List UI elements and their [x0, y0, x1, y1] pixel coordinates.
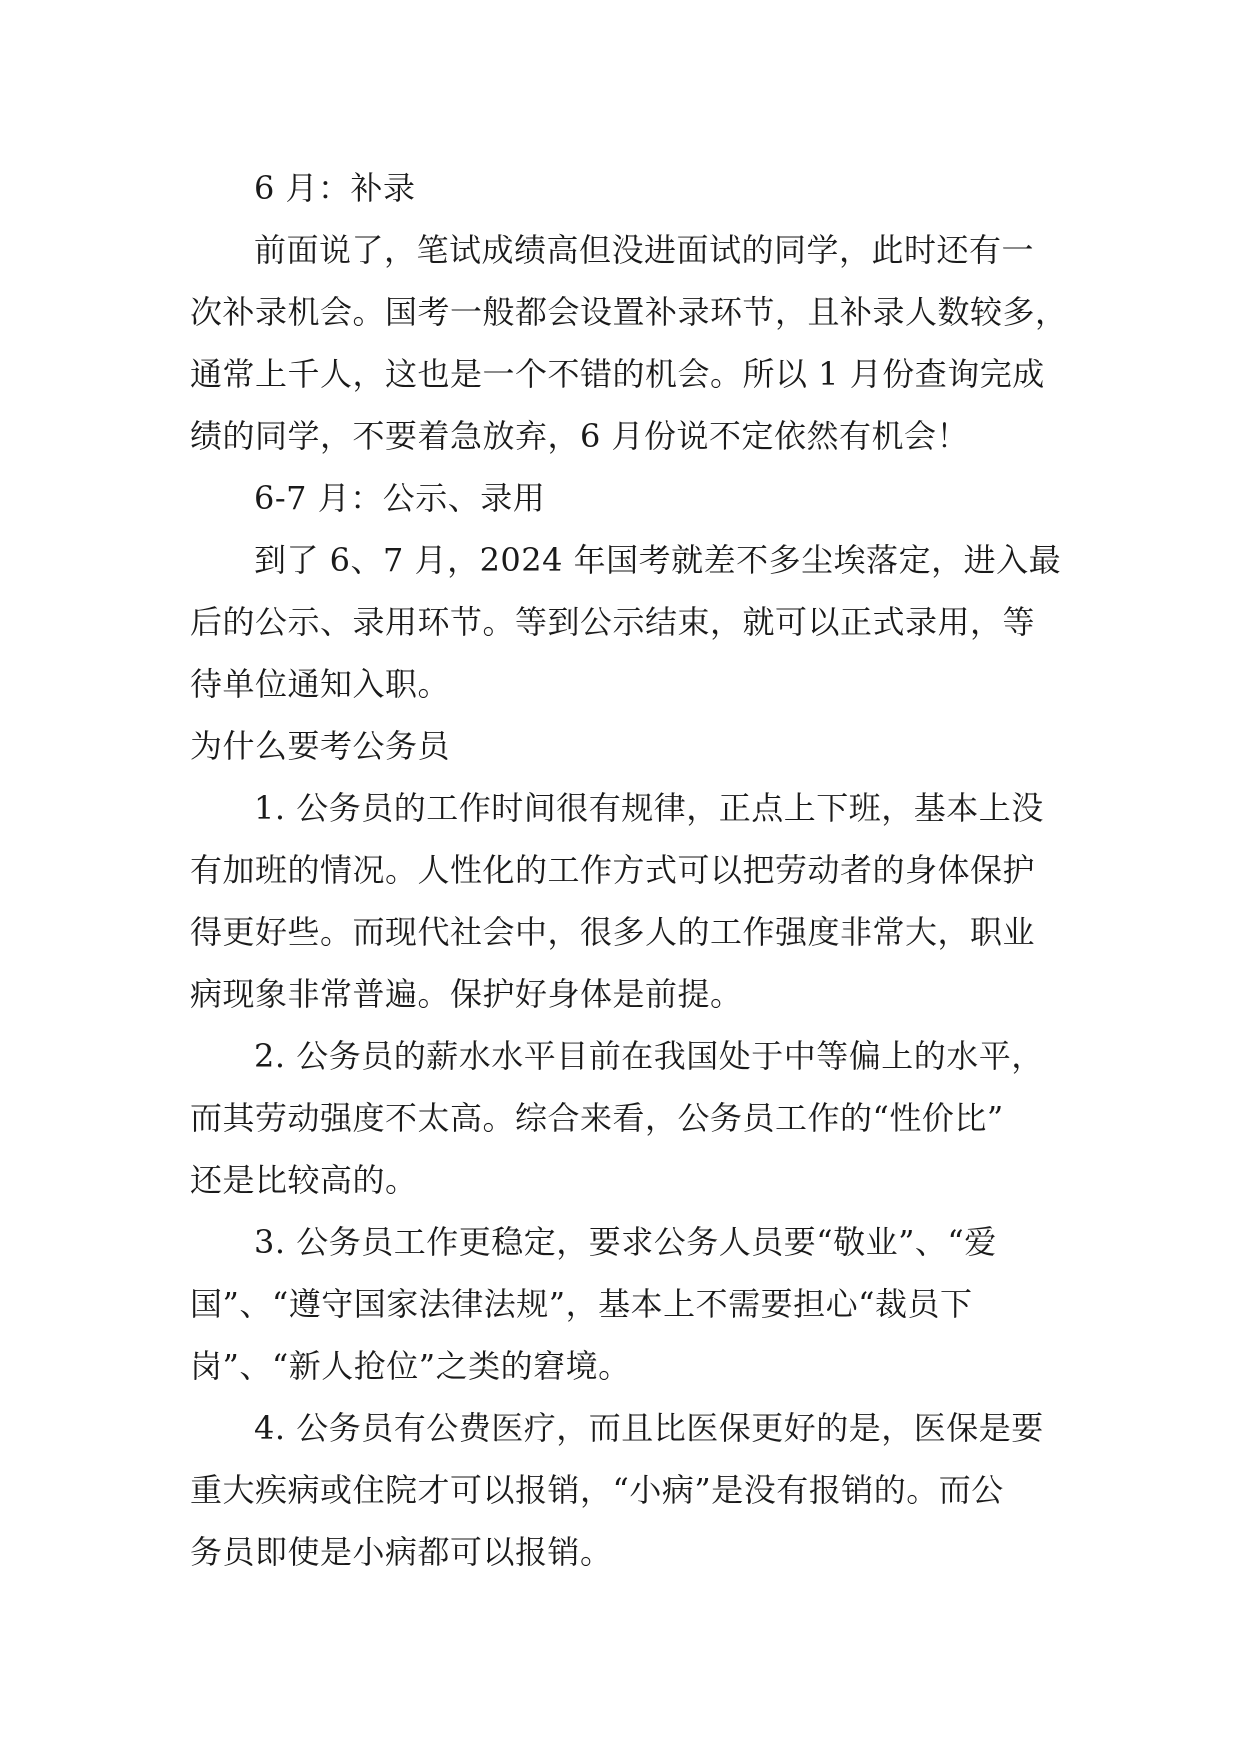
- paragraph-line: 后的公示、录用环节。等到公示结束，就可以正式录用，等: [190, 603, 1036, 641]
- paragraph-line: 有加班的情况。人性化的工作方式可以把劳动者的身体保护: [190, 851, 1036, 889]
- section-paragraph: [190, 219, 1068, 467]
- section-june-july: [190, 467, 1062, 715]
- why-title: 为什么要考公务员: [190, 727, 451, 765]
- paragraph-line: 2. 公务员的薪水水平目前在我国处于中等偏上的水平，: [254, 1037, 1044, 1075]
- section-heading: 6 月：补录: [254, 169, 416, 207]
- paragraph-line: 绩的同学，不要着急放弃，6 月份说不定依然有机会！: [190, 417, 970, 455]
- section-paragraph: [190, 529, 1062, 715]
- paragraph-line: 到了 6、7 月，2024 年国考就差不多尘埃落定，进入最: [254, 541, 1062, 579]
- why-item-2: [190, 1025, 1050, 1211]
- paragraph-line: 岗”、“新人抢位”之类的窘境。: [190, 1347, 631, 1385]
- paragraph-line: 得更好些。而现代社会中，很多人的工作强度非常大，职业: [190, 913, 1036, 951]
- why-item-4: [190, 1397, 1050, 1583]
- paragraph-line: 3. 公务员工作更稳定，要求公务人员要“敬业”、“爱: [254, 1223, 997, 1261]
- why-item-1: [190, 777, 1050, 1025]
- paragraph-line: 重大疾病或住院才可以报销，“小病”是没有报销的。而公: [190, 1471, 1004, 1509]
- section-heading: 6-7 月：公示、录用: [254, 479, 546, 517]
- paragraph-line: 待单位通知入职。: [190, 665, 451, 703]
- why-section: [190, 715, 1050, 1583]
- why-item-3: [190, 1211, 1050, 1397]
- paragraph-line: 病现象非常普遍。保护好身体是前提。: [190, 975, 743, 1013]
- paragraph-line: 通常上千人，这也是一个不错的机会。所以 1 月份查询完成: [190, 355, 1045, 393]
- document-page: [190, 157, 1068, 1583]
- paragraph-line: 国”、“遵守国家法律法规”，基本上不需要担心“裁员下: [190, 1285, 973, 1323]
- paragraph-line: 前面说了，笔试成绩高但没进面试的同学，此时还有一: [254, 231, 1035, 269]
- paragraph-line: 次补录机会。国考一般都会设置补录环节，且补录人数较多，: [190, 293, 1068, 331]
- paragraph-line: 而其劳动强度不太高。综合来看，公务员工作的“性价比”: [190, 1099, 1004, 1137]
- section-june: [190, 157, 1068, 467]
- paragraph-line: 4. 公务员有公费医疗，而且比医保更好的是，医保是要: [254, 1409, 1044, 1447]
- paragraph-line: 1. 公务员的工作时间很有规律，正点上下班，基本上没: [254, 789, 1044, 827]
- paragraph-line: 还是比较高的。: [190, 1161, 418, 1199]
- paragraph-line: 务员即使是小病都可以报销。: [190, 1533, 613, 1571]
